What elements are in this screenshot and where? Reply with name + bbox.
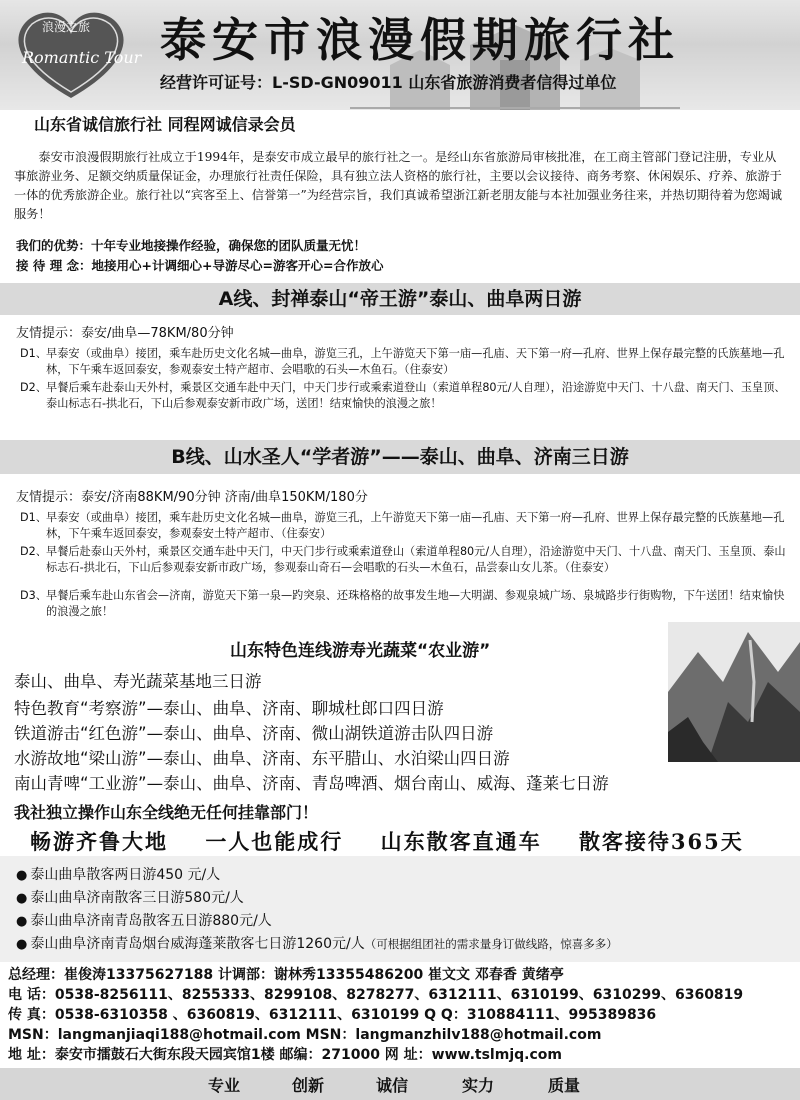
line-a-day-2 bbox=[20, 380, 790, 411]
footer-word: 质量 bbox=[548, 1076, 581, 1095]
bullet-icon: ● bbox=[16, 914, 28, 929]
fax-line: 传 真：0538-6310358 、6360819、6312111、6310199 Q Q：310884111、995389836 bbox=[8, 1007, 657, 1023]
line-b-day-3 bbox=[20, 588, 790, 619]
line-b-title: B线、山水圣人“学者游”——泰山、曲阜、济南三日游 bbox=[0, 440, 800, 474]
footer-word: 创新 bbox=[292, 1076, 325, 1095]
phone-line: 电 话：0538-8256111、8255333、8299108、8278277、6312111、6310199、6310299、6360819 bbox=[8, 987, 744, 1003]
header-banner bbox=[0, 0, 800, 110]
line-b-tip: 友情提示：泰安/济南88KM/90分钟 济南/曲阜150KM/180分 bbox=[16, 490, 368, 505]
license-number: 经营许可证号：L-SD-GN09011 山东省旅游消费者信得过单位 bbox=[160, 73, 617, 92]
line-b-day-2 bbox=[20, 544, 790, 575]
route-item: 南山青啤“工业游”—泰山、曲阜、济南、青岛啤酒、烟台南山、威海、蓬莱七日游 bbox=[14, 774, 609, 793]
advantage-line: 我们的优势：十年专业地接操作经验，确保您的团队质量无忧！ bbox=[16, 238, 367, 253]
footer-word: 专业 bbox=[208, 1076, 241, 1095]
day-text: 早餐后乘车赴泰山天外村，乘景区交通车赴中天门，中天门步行或乘索道登山（索道单程80元/人自理），沿途游览中天门、十八盘、南天门、玉皇顶、泰山标志石-拱北石，下山后参观泰安新市政广场，送团！结束愉快的浪漫之旅！ bbox=[46, 381, 786, 410]
slogan-item: 一人也能成行 bbox=[205, 829, 344, 854]
slogan-item: 散客接待365天 bbox=[578, 829, 744, 854]
footer-word: 实力 bbox=[462, 1076, 495, 1095]
bullet-icon: ● bbox=[16, 891, 28, 906]
route-item: 泰山、曲阜、寿光蔬菜基地三日游 bbox=[14, 672, 262, 691]
day-label: D2、 bbox=[20, 381, 47, 394]
slogan-item: 畅游齐鲁大地 bbox=[30, 829, 168, 854]
day-label: D1、 bbox=[20, 511, 47, 524]
address-line: 地 址：泰安市擂鼓石大街东段天园宾馆1楼 邮编：271000 网 址：www.tslmjq.com bbox=[8, 1047, 562, 1063]
line-a-tip: 友情提示：泰安/曲阜—78KM/80分钟 bbox=[16, 326, 234, 341]
footer-word: 诚信 bbox=[376, 1076, 409, 1095]
day-label: D2、 bbox=[20, 545, 47, 558]
honor-line: 山东省诚信旅行社 同程网诚信录会员 bbox=[34, 115, 296, 134]
mountain-photo bbox=[668, 622, 800, 762]
msn-line: MSN：langmanjiaqi188@hotmail.com MSN：langmanzhilv188@hotmail.com bbox=[8, 1027, 602, 1043]
route-item: 铁道游击“红色游”—泰山、曲阜、济南、微山湖铁道游击队四日游 bbox=[14, 724, 494, 743]
logo-script-text: Romantic Tour bbox=[22, 48, 142, 67]
day-text: 早泰安（或曲阜）接团，乘车赴历史文化名城—曲阜，游览三孔，上午游览天下第一庙—孔庙、天下第一府—孔府、世界上保存最完整的氏族墓地—孔林，下午乘车返回泰安，参观泰安土特产超市、会唱歌的石头—木鱼石。（住泰安） bbox=[46, 347, 785, 376]
footer-values-bar bbox=[0, 1068, 800, 1100]
day-text: 早泰安（或曲阜）接团，乘车赴历史文化名城—曲阜，游览三孔，上午游览天下第一庙—孔庙、天下第一府—孔府、世界上保存最完整的氏族墓地—孔林，下午乘车返回泰安，参观泰安土特产超市、（住泰安） bbox=[46, 511, 785, 540]
route-item: 特色教育“考察游”—泰山、曲阜、济南、聊城杜郎口四日游 bbox=[14, 699, 444, 718]
line-a-day-1 bbox=[20, 346, 790, 377]
line-b-day-1 bbox=[20, 510, 790, 541]
price-item: ● 泰山曲阜济南青岛散客五日游880元/人 bbox=[16, 913, 272, 929]
day-text: 早餐后赴泰山天外村，乘景区交通车赴中天门，中天门步行或乘索道登山（索道单程80元/人自理），沿途游览中天门、十八盘、南天门、玉皇顶、泰山标志石-拱北石，下山后参观泰安新市政广场，参观泰山奇石—会唱歌的石头—木鱼石，品尝泰山女儿茶。（住泰安） bbox=[46, 545, 786, 574]
price-item: ● 泰山曲阜济南散客三日游580元/人 bbox=[16, 890, 244, 906]
manager-line: 总经理：崔俊涛13375627188 计调部：谢林秀13355486200 崔文文 邓春香 黄绪亭 bbox=[8, 967, 564, 983]
intro-paragraph: 泰安市浪漫假期旅行社成立于1994年，是泰安市成立最早的旅行社之一。是经山东省旅游局审核批准，在工商主管部门登记注册，专业从事旅游业务、足额交纳质量保证金，办理旅行社责任保险，具有独立法人资格的旅行社，主要以会议接待、商务考察、休闲娱乐、疗养、旅游于一体的优秀旅游企业。旅行社以“宾客至上、信誉第一”为经营宗旨，我们真诚希望浙江新老朋友能与本社加强业务往来，并热切期待着为您竭诚服务！ bbox=[14, 150, 783, 221]
route-item: 水游故地“梁山游”—泰山、曲阜、济南、东平腊山、水泊梁山四日游 bbox=[14, 749, 510, 768]
logo-tagline: 浪漫之旅 bbox=[42, 20, 91, 34]
page-title: 泰安市浪漫假期旅行社 bbox=[160, 13, 680, 67]
day-text: 早餐后乘车赴山东省会—济南，游览天下第一泉—趵突泉、还珠格格的故事发生地—大明湖、参观泉城广场、泉城路步行街购物，下午送团！结束愉快的浪漫之旅！ bbox=[46, 589, 785, 618]
day-label: D3、 bbox=[20, 589, 47, 602]
price-item: ● 泰山曲阜散客两日游450 元/人 bbox=[16, 867, 221, 883]
bullet-icon: ● bbox=[16, 937, 28, 952]
independent-statement: 我社独立操作山东全线绝无任何挂靠部门！ bbox=[14, 803, 319, 822]
agri-tour-title: 山东特色连线游寿光蔬菜“农业游” bbox=[230, 641, 491, 661]
bullet-icon: ● bbox=[16, 868, 28, 883]
price-item: ● 泰山曲阜济南青岛烟台威海蓬莱散客七日游1260元/人（可根据组团社的需求量身订做线路，惊喜多多） bbox=[16, 936, 618, 952]
day-label: D1、 bbox=[20, 347, 47, 360]
price-note: （可根据组团社的需求量身订做线路，惊喜多多） bbox=[364, 937, 618, 951]
slogan-line bbox=[30, 826, 772, 856]
slogan-item: 山东散客直通车 bbox=[380, 829, 542, 854]
concept-line: 接 待 理 念：地接用心+计调细心+导游尽心=游客开心=合作放心 bbox=[16, 258, 384, 273]
line-a-title: A线、封禅泰山“帝王游”泰山、曲阜两日游 bbox=[0, 283, 800, 315]
